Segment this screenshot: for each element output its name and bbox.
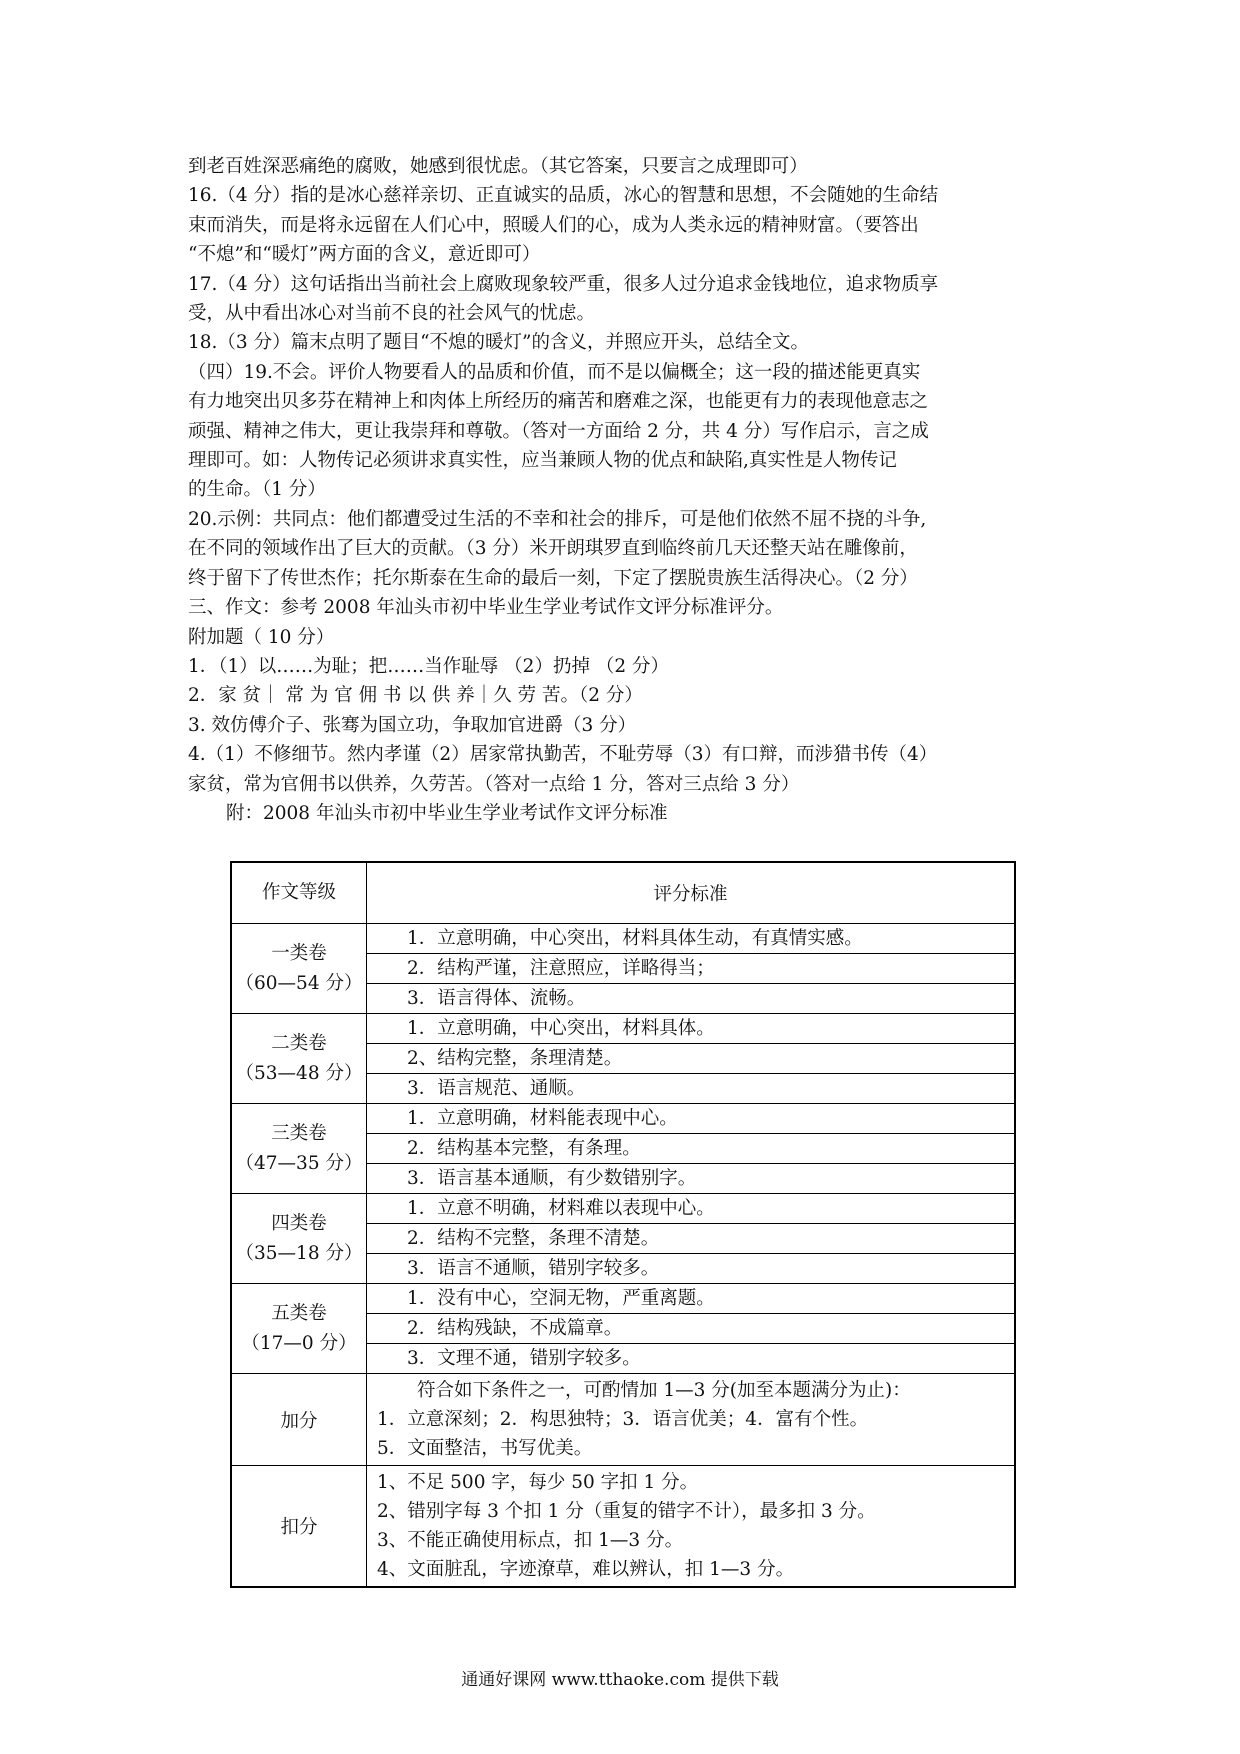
answer-text [188, 152, 1058, 828]
table-row [231, 924, 1015, 954]
appendix-title: 附：2008 年汕头市初中毕业生学业考试作文评分标准 [226, 802, 668, 824]
answer-line: 16.（4 分）指的是冰心慈祥亲切、正直诚实的品质，冰心的智慧和思想，不会随她的生命结 [188, 185, 939, 207]
grade-range: （17—0 分） [241, 1332, 357, 1354]
criterion: 1．立意明确，中心突出，材料具体。 [367, 1014, 1016, 1044]
answer-line: 顽强、精神之伟大，更让我崇拜和尊敬。（答对一方面给 2 分，共 4 分）写作启示，言之成 [188, 420, 929, 442]
criterion: 2．结构严谨，注意照应，详略得当； [367, 954, 1016, 984]
answer-line: 受，从中看出冰心对当前不良的社会风气的忧虑。 [188, 303, 596, 325]
table-row-bonus [231, 1374, 1015, 1466]
answer-line: 家贫，常为官佣书以供养，久劳苦。（答对一点给 1 分，答对三点给 3 分） [188, 773, 800, 795]
table-row [231, 1194, 1015, 1224]
bonus-label: 加分 [231, 1374, 367, 1466]
answer-line: 理即可。如：人物传记必须讲求真实性，应当兼顾人物的优点和缺陷,真实性是人物传记 [188, 450, 897, 472]
grade-range: （47—35 分） [235, 1152, 363, 1174]
answer-line: 在不同的领域作出了巨大的贡献。（3 分）米开朗琪罗直到临终前几天还整天站在雕像前， [188, 538, 918, 560]
grade-name: 二类卷 [271, 1032, 327, 1054]
criterion: 1．没有中心，空洞无物，严重离题。 [367, 1284, 1016, 1314]
answer-line: 到老百姓深恶痛绝的腐败，她感到很忧虑。（其它答案，只要言之成理即可） [188, 156, 808, 177]
criterion: 1．立意明确，材料能表现中心。 [367, 1104, 1016, 1134]
answer-line: 4.（1）不修细节。然内孝谨（2）居家常执勤苦，不耻劳辱（3）有口辩，而涉猎书传（4） [188, 744, 938, 766]
header-standard: 评分标准 [367, 862, 1016, 924]
answer-line: （四）19.不会。评价人物要看人的品质和价值，而不是以偏概全；这一段的描述能更真实 [188, 361, 921, 383]
answer-line: 终于留下了传世杰作；托尔斯泰在生命的最后一刻，下定了摆脱贵族生活得决心。（2 分） [188, 567, 918, 589]
deduction-label: 扣分 [231, 1466, 367, 1588]
answer-line: 的生命。（1 分） [188, 479, 326, 501]
table-row [231, 1104, 1015, 1134]
bonus-line: 1．立意深刻；2．构思独特；3．语言优美；4．富有个性。 [377, 1409, 869, 1430]
criterion: 3．语言基本通顺，有少数错别字。 [367, 1164, 1016, 1194]
table-row [231, 1014, 1015, 1044]
bonus-criteria [367, 1374, 1016, 1466]
header-grade: 作文等级 [231, 862, 367, 924]
criterion: 3．语言规范、通顺。 [367, 1074, 1016, 1104]
bonus-line: 符合如下条件之一，可酌情加 1—3 分(加至本题满分为止)： [417, 1380, 911, 1401]
answer-line: 附加题（ 10 分） [188, 626, 335, 648]
table-header-row [231, 862, 1015, 924]
criterion: 2．结构残缺，不成篇章。 [367, 1314, 1016, 1344]
table-row-deduction [231, 1466, 1015, 1588]
answer-line: “不熄”和“暖灯”两方面的含义，意近即可） [188, 244, 541, 266]
grade-range: （60—54 分） [235, 972, 363, 994]
criterion: 2、结构完整，条理清楚。 [367, 1044, 1016, 1074]
grade-range: （53—48 分） [235, 1062, 363, 1084]
criterion: 2．结构基本完整，有条理。 [367, 1134, 1016, 1164]
deduction-line: 4、文面脏乱，字迹潦草，难以辨认，扣 1—3 分。 [377, 1559, 795, 1580]
answer-line: 17.（4 分）这句话指出当前社会上腐败现象较严重，很多人过分追求金钱地位，追求物质享 [188, 273, 939, 295]
deduction-line: 2、错别字每 3 个扣 1 分（重复的错字不计），最多扣 3 分。 [377, 1501, 876, 1522]
answer-line: 20.示例：共同点：他们都遭受过生活的不幸和社会的排斥，可是他们依然不屈不挠的斗争, [188, 508, 927, 530]
answer-line: 3. 效仿傅介子、张骞为国立功，争取加官进爵（3 分） [188, 714, 637, 736]
grade-cell [231, 1194, 367, 1284]
grade-range: （35—18 分） [235, 1242, 363, 1264]
answer-line: 束而消失，而是将永远留在人们心中，照暖人们的心，成为人类永远的精神财富。（要答出 [188, 214, 919, 236]
grade-name: 五类卷 [271, 1302, 327, 1324]
criterion: 2．结构不完整，条理不清楚。 [367, 1224, 1016, 1254]
criterion: 3．文理不通，错别字较多。 [367, 1344, 1016, 1374]
grade-name: 三类卷 [271, 1122, 327, 1144]
grade-cell [231, 1104, 367, 1194]
grade-name: 一类卷 [271, 942, 327, 964]
grade-cell [231, 1284, 367, 1374]
grade-cell [231, 924, 367, 1014]
answer-line: 18.（3 分）篇末点明了题目“不熄的暖灯”的含义，并照应开头，总结全文。 [188, 332, 809, 354]
bonus-line: 5．文面整洁，书写优美。 [377, 1438, 593, 1459]
criterion: 3．语言不通顺，错别字较多。 [367, 1254, 1016, 1284]
deduction-line: 1、不足 500 字，每少 50 字扣 1 分。 [377, 1472, 699, 1493]
criterion: 1．立意不明确，材料难以表现中心。 [367, 1194, 1016, 1224]
deduction-line: 3、不能正确使用标点，扣 1—3 分。 [377, 1530, 684, 1551]
answer-line: 1．（1）以……为耻；把……当作耻辱 （2）扔掉 （2 分） [188, 655, 669, 677]
criterion: 1．立意明确，中心突出，材料具体生动，有真情实感。 [367, 924, 1016, 954]
deduction-criteria [367, 1466, 1016, 1588]
answer-line: 三、作文：参考 2008 年汕头市初中毕业生学业考试作文评分标准评分。 [188, 597, 784, 619]
table-row [231, 1284, 1015, 1314]
grade-cell [231, 1014, 367, 1104]
answer-line: 有力地突出贝多芬在精神上和肉体上所经历的痛苦和磨难之深，也能更有力的表现他意志之 [188, 391, 929, 413]
answer-line: 2．家 贫｜ 常 为 官 佣 书 以 供 养｜久 劳 苦。（2 分） [188, 685, 643, 707]
grading-table [230, 861, 1016, 1588]
criterion: 3．语言得体、流畅。 [367, 984, 1016, 1014]
grade-name: 四类卷 [271, 1212, 327, 1234]
page-footer: 通通好课网 www.tthaoke.com 提供下载 [461, 1670, 779, 1690]
